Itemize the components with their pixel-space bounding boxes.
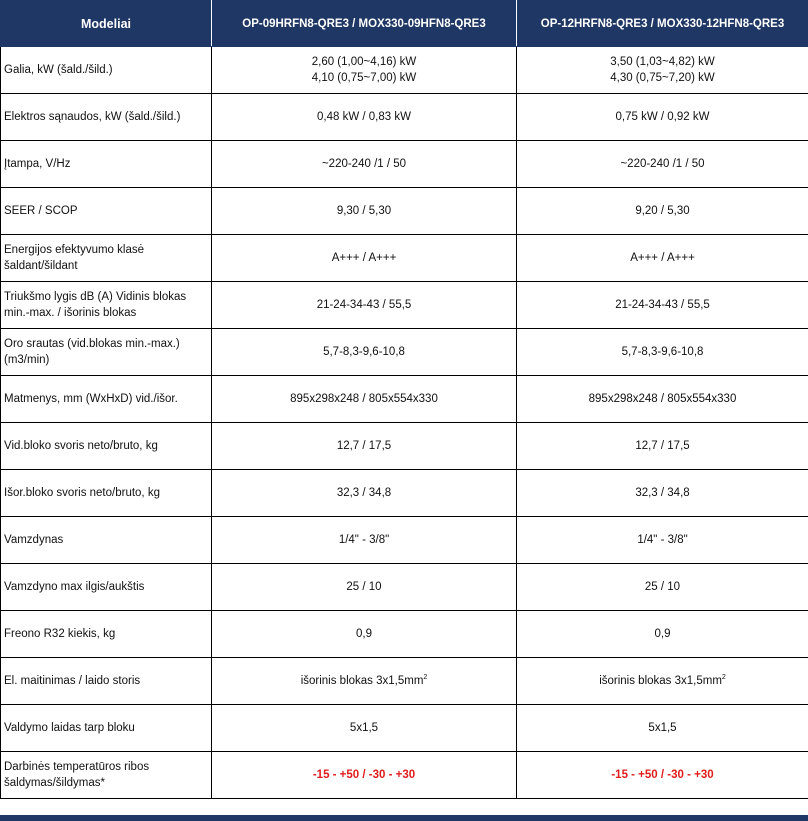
table-row	[1, 517, 808, 564]
label-line: Oro srautas (vid.blokas min.-max.)	[4, 338, 180, 350]
value-line: 4,30 (0,75~7,20) kW	[610, 72, 715, 84]
row-value-model-2: ~220-240 /1 / 50	[517, 141, 808, 188]
label-line: šaldant/šildant	[4, 260, 78, 272]
row-value-model-1: 9,30 / 5,30	[212, 188, 517, 235]
row-label: Freono R32 kiekis, kg	[1, 611, 212, 658]
row-label: SEER / SCOP	[1, 188, 212, 235]
cable-value: išorinis blokas 3x1,5mm	[599, 675, 722, 687]
table-row	[1, 282, 808, 329]
label-line: min.-max. / išorinis blokas	[4, 307, 137, 319]
superscript: 2	[423, 674, 428, 682]
row-label: Vid.bloko svoris neto/bruto, kg	[1, 423, 212, 470]
row-value-model-2	[517, 752, 808, 799]
label-line: Darbinės temperatūros ribos	[4, 761, 150, 773]
row-value-model-1	[212, 752, 517, 799]
row-label: Įtampa, V/Hz	[1, 141, 212, 188]
table-row	[1, 141, 808, 188]
row-value-model-2: 5,7-8,3-9,6-10,8	[517, 329, 808, 376]
header-model-2: OP-12HRFN8-QRE3 / MOX330-12HFN8-QRE3	[517, 1, 808, 47]
row-label: El. maitinimas / laido storis	[1, 658, 212, 705]
table-row	[1, 423, 808, 470]
superscript: 2	[721, 674, 726, 682]
table-row	[1, 235, 808, 282]
header-model-1: OP-09HRFN8-QRE3 / MOX330-09HFN8-QRE3	[212, 1, 517, 47]
value-line: 4,10 (0,75~7,00) kW	[311, 72, 417, 84]
header-models-label: Modeliai	[1, 1, 212, 47]
table-row	[1, 752, 808, 799]
row-value-model-1: 0,9	[212, 611, 517, 658]
label-line: Triukšmo lygis dB (A) Vidinis blokas	[4, 291, 187, 303]
row-value-model-2: 12,7 / 17,5	[517, 423, 808, 470]
table-row	[1, 564, 808, 611]
label-line: (m3/min)	[4, 354, 50, 366]
row-label: Elektros sąnaudos, kW (šald./šild.)	[1, 94, 212, 141]
value-line: 3,50 (1,03~4,82) kW	[610, 56, 715, 68]
row-value-model-1	[212, 47, 517, 94]
table-row	[1, 705, 808, 752]
temperature-range: -15 - +50 / -30 - +30	[312, 769, 416, 781]
table-row	[1, 470, 808, 517]
row-value-model-1: 25 / 10	[212, 564, 517, 611]
table-row	[1, 94, 808, 141]
value-line: 2,60 (1,00~4,16) kW	[311, 56, 417, 68]
row-value-model-2: 0,9	[517, 611, 808, 658]
row-value-model-2: 9,20 / 5,30	[517, 188, 808, 235]
row-label: Vamzdyno max ilgis/aukštis	[1, 564, 212, 611]
row-value-model-1: 5x1,5	[212, 705, 517, 752]
row-label: Valdymo laidas tarp bloku	[1, 705, 212, 752]
row-value-model-2: 21-24-34-43 / 55,5	[517, 282, 808, 329]
row-value-model-2: 1/4" - 3/8"	[517, 517, 808, 564]
row-value-model-1: 1/4" - 3/8"	[212, 517, 517, 564]
table-row	[1, 376, 808, 423]
row-value-model-2: 32,3 / 34,8	[517, 470, 808, 517]
row-value-model-1: 12,7 / 17,5	[212, 423, 517, 470]
label-line: šaldymas/šildymas*	[4, 777, 105, 789]
row-value-model-2	[517, 47, 808, 94]
label-line: Energijos efektyvumo klasė	[4, 244, 144, 256]
row-value-model-1: 0,48 kW / 0,83 kW	[212, 94, 517, 141]
row-label: Išor.bloko svoris neto/bruto, kg	[1, 470, 212, 517]
table-row	[1, 329, 808, 376]
row-value-model-2: A+++ / A+++	[517, 235, 808, 282]
header-row	[1, 1, 808, 47]
row-value-model-1: 895x298x248 / 805x554x330	[212, 376, 517, 423]
row-value-model-1: A+++ / A+++	[212, 235, 517, 282]
row-label	[1, 329, 212, 376]
row-label: Vamzdynas	[1, 517, 212, 564]
row-value-model-2: 25 / 10	[517, 564, 808, 611]
row-value-model-1: 21-24-34-43 / 55,5	[212, 282, 517, 329]
cable-value: išorinis blokas 3x1,5mm	[300, 675, 424, 687]
table-row	[1, 188, 808, 235]
row-label	[1, 235, 212, 282]
row-label: Matmenys, mm (WxHxD) vid./išor.	[1, 376, 212, 423]
row-value-model-1: 32,3 / 34,8	[212, 470, 517, 517]
row-label	[1, 752, 212, 799]
row-value-model-1: 5,7-8,3-9,6-10,8	[212, 329, 517, 376]
table-row	[1, 658, 808, 705]
row-label	[1, 282, 212, 329]
row-label: Galia, kW (šald./šild.)	[1, 47, 212, 94]
footer-bar	[0, 815, 808, 821]
row-value-model-2: 895x298x248 / 805x554x330	[517, 376, 808, 423]
row-value-model-1	[212, 658, 517, 705]
table-row	[1, 47, 808, 94]
row-value-model-2: 5x1,5	[517, 705, 808, 752]
temperature-range: -15 - +50 / -30 - +30	[611, 769, 714, 781]
table-row	[1, 611, 808, 658]
row-value-model-2	[517, 658, 808, 705]
row-value-model-1: ~220-240 /1 / 50	[212, 141, 517, 188]
row-value-model-2: 0,75 kW / 0,92 kW	[517, 94, 808, 141]
